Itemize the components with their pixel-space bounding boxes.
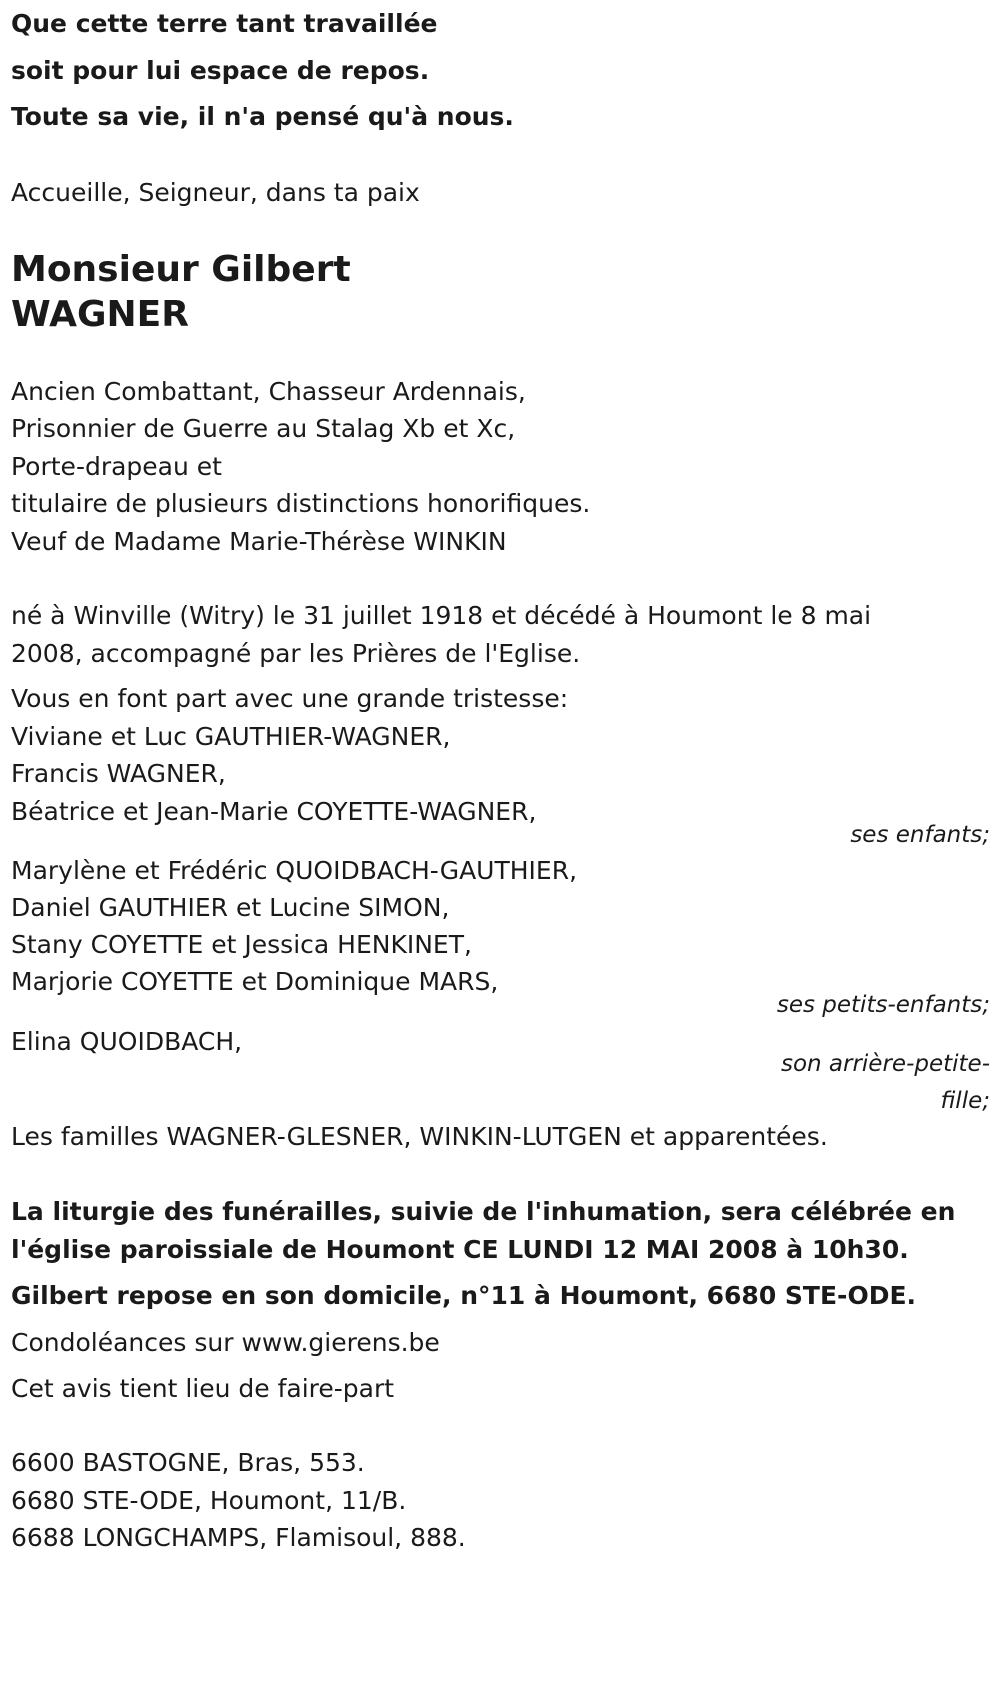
liturgy-line-2: l'église paroissiale de Houmont CE LUNDI 12 MAI 2008 à 10h30. [11,1235,909,1264]
verse-line-2: soit pour lui espace de repos. [11,56,430,85]
deceased-name-line-1: Monsieur Gilbert [11,249,351,290]
title-line-3: Porte-drapeau et [11,452,222,481]
great-grandchild-role-line-2: fille; [940,1088,990,1114]
great-grandchild-line: Elina QUOIDBACH, [11,1027,243,1056]
announce-line: Vous en font part avec une grande tristesse: [11,684,569,713]
great-grandchild-role-line-1: son arrière-petite- [780,1051,990,1077]
verse-line-1: Que cette terre tant travaillée [11,9,438,38]
address-line-2: 6680 STE-ODE, Houmont, 11/B. [11,1486,407,1515]
children-role: ses enfants; [850,822,990,848]
title-line-5: Veuf de Madame Marie-Thérèse WINKIN [11,527,507,556]
birth-death-line-2: 2008, accompagné par les Prières de l'Eglise. [11,639,581,668]
child-line-1: Viviane et Luc GAUTHIER-WAGNER, [11,722,451,751]
condolences-line: Condoléances sur www.gierens.be [11,1328,440,1357]
grandchild-line-2: Daniel GAUTHIER et Lucine SIMON, [11,893,450,922]
grandchild-line-4: Marjorie COYETTE et Dominique MARS, [11,967,499,996]
grandchild-line-3: Stany COYETTE et Jessica HENKINET, [11,930,472,959]
child-line-2: Francis WAGNER, [11,759,226,788]
child-line-3: Béatrice et Jean-Marie COYETTE-WAGNER, [11,797,537,826]
families-line: Les familles WAGNER-GLESNER, WINKIN-LUTGEN et apparentées. [11,1122,828,1151]
liturgy-line-1: La liturgie des funérailles, suivie de l'inhumation, sera célébrée en [11,1197,956,1226]
address-line-1: 6600 BASTOGNE, Bras, 553. [11,1448,365,1477]
birth-death-line-1: né à Winville (Witry) le 31 juillet 1918 et décédé à Houmont le 8 mai [11,601,872,630]
grandchildren-role: ses petits-enfants; [776,992,990,1018]
address-line-3: 6688 LONGCHAMPS, Flamisoul, 888. [11,1523,466,1552]
prayer-line: Accueille, Seigneur, dans ta paix [11,178,420,207]
title-line-4: titulaire de plusieurs distinctions honorifiques. [11,489,591,518]
rest-line: Gilbert repose en son domicile, n°11 à Houmont, 6680 STE-ODE. [11,1281,917,1310]
grandchild-line-1: Marylène et Frédéric QUOIDBACH-GAUTHIER, [11,856,578,885]
notice-line: Cet avis tient lieu de faire-part [11,1374,395,1403]
deceased-name-line-2: WAGNER [11,294,189,335]
title-line-2: Prisonnier de Guerre au Stalag Xb et Xc, [11,414,516,443]
verse-line-3: Toute sa vie, il n'a pensé qu'à nous. [11,102,514,131]
title-line-1: Ancien Combattant, Chasseur Ardennais, [11,377,526,406]
